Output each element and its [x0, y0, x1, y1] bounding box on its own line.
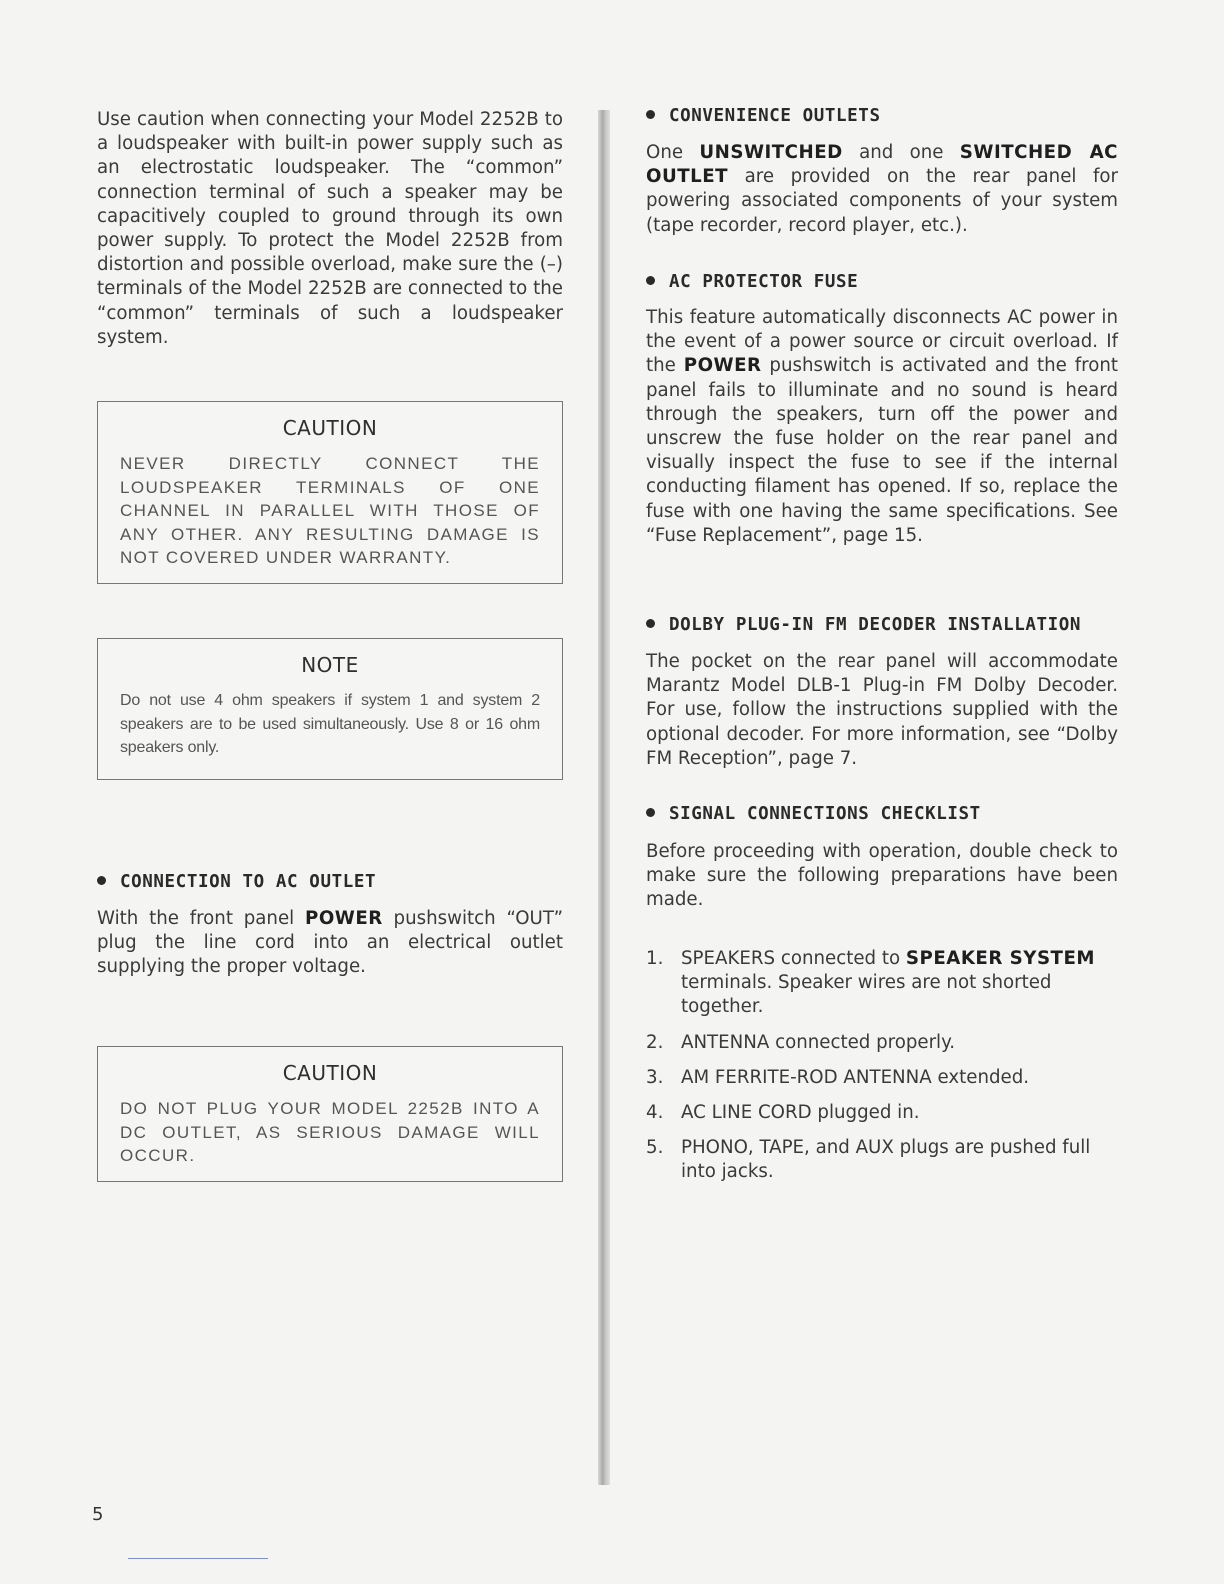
intro-paragraph: Use caution when connecting your Model 2252B to a loudspeaker with built-in power supply such as an electrostatic loudspeaker. The “common” connection terminal of such a speaker may be capacitively coupled to ground through its own power supply. To protect the Model 2252B from distortion and possible overload, make sure the (–) terminals of the Model 2252B are connected to the “common” terminals of such a loudspeaker system.	[97, 109, 563, 348]
caution-text: DO NOT PLUG YOUR MODEL 2252B INTO A DC OUTLET, AS SERIOUS DAMAGE WILL OCCUR.	[120, 1099, 540, 1166]
fuse-paragraph: This feature automatically disconnects AC power in the event of a power source or circuit overload. If the POWER pushswitch is activated and the front panel fails to illuminate and no sound is heard through the speakers, turn off the power and unscrew the fuse holder on the rear panel and visually inspect the fuse to see if the internal conducting filament has opened. If so, replace the fuse with one having the same specifications. See “Fuse Replacement”, page 15.	[646, 307, 1118, 546]
footer-rule	[128, 1558, 268, 1559]
caution-text: NEVER DIRECTLY CONNECT THE LOUDSPEAKER TERMINALS OF ONE CHANNEL IN PARALLEL WITH THOSE OF ANY OTHER. ANY RESULTING DAMAGE IS NOT COVERED UNDER WARRANTY.	[120, 454, 540, 568]
bullet-icon	[646, 619, 655, 628]
dolby-paragraph: The pocket on the rear panel will accommodate Marantz Model DLB-1 Plug-in FM Dolby Decoder. For use, follow the instructions supplied with the optional decoder. For more information, see “Dolby FM Reception”, page 7.	[646, 651, 1118, 769]
bullet-icon	[97, 876, 106, 885]
checklist	[646, 947, 1118, 1196]
list-item: 3. AM FERRITE-ROD ANTENNA extended.	[646, 1066, 1030, 1088]
dolby-heading: DOLBY PLUG-IN FM DECODER INSTALLATION	[646, 615, 1081, 635]
list-item: 1. SPEAKERS connected to SPEAKER SYSTEM terminals. Speaker wires are not shorted together.	[646, 948, 1095, 1018]
note-box	[97, 638, 563, 780]
bullet-icon	[646, 276, 655, 285]
convenience-paragraph: One UNSWITCHED and one SWITCHED AC OUTLET are provided on the rear panel for powering associated components of your system (tape recorder, record player, etc.).	[646, 142, 1118, 236]
convenience-heading: CONVENIENCE OUTLETS	[646, 106, 881, 126]
list-item: 2. ANTENNA connected properly.	[646, 1031, 956, 1053]
checklist-intro: Before proceeding with operation, double check to make sure the following preparations have been made.	[646, 841, 1118, 911]
caution-box-speakers	[97, 401, 563, 584]
caution-title: CAUTION	[282, 1061, 378, 1085]
list-item: 4. AC LINE CORD plugged in.	[646, 1102, 920, 1124]
caution-title: CAUTION	[282, 416, 378, 440]
note-title: NOTE	[301, 653, 359, 677]
caution-box-dc-outlet	[97, 1046, 563, 1182]
column-divider	[598, 110, 610, 1485]
ac-outlet-paragraph: With the front panel POWER pushswitch “OUT” plug the line cord into an electrical outlet supplying the proper voltage.	[97, 908, 563, 978]
page-number: 5	[92, 1504, 104, 1525]
fuse-heading: AC PROTECTOR FUSE	[646, 272, 858, 292]
note-text: Do not use 4 ohm speakers if system 1 and system 2 speakers are to be used simultaneously. Use 8 or 16 ohm speakers only.	[120, 692, 540, 757]
bullet-icon	[646, 110, 655, 119]
checklist-heading: SIGNAL CONNECTIONS CHECKLIST	[646, 804, 981, 824]
bullet-icon	[646, 808, 655, 817]
ac-outlet-heading: CONNECTION TO AC OUTLET	[97, 872, 376, 892]
list-item: 5. PHONO, TAPE, and AUX plugs are pushed full into jacks.	[646, 1137, 1091, 1183]
